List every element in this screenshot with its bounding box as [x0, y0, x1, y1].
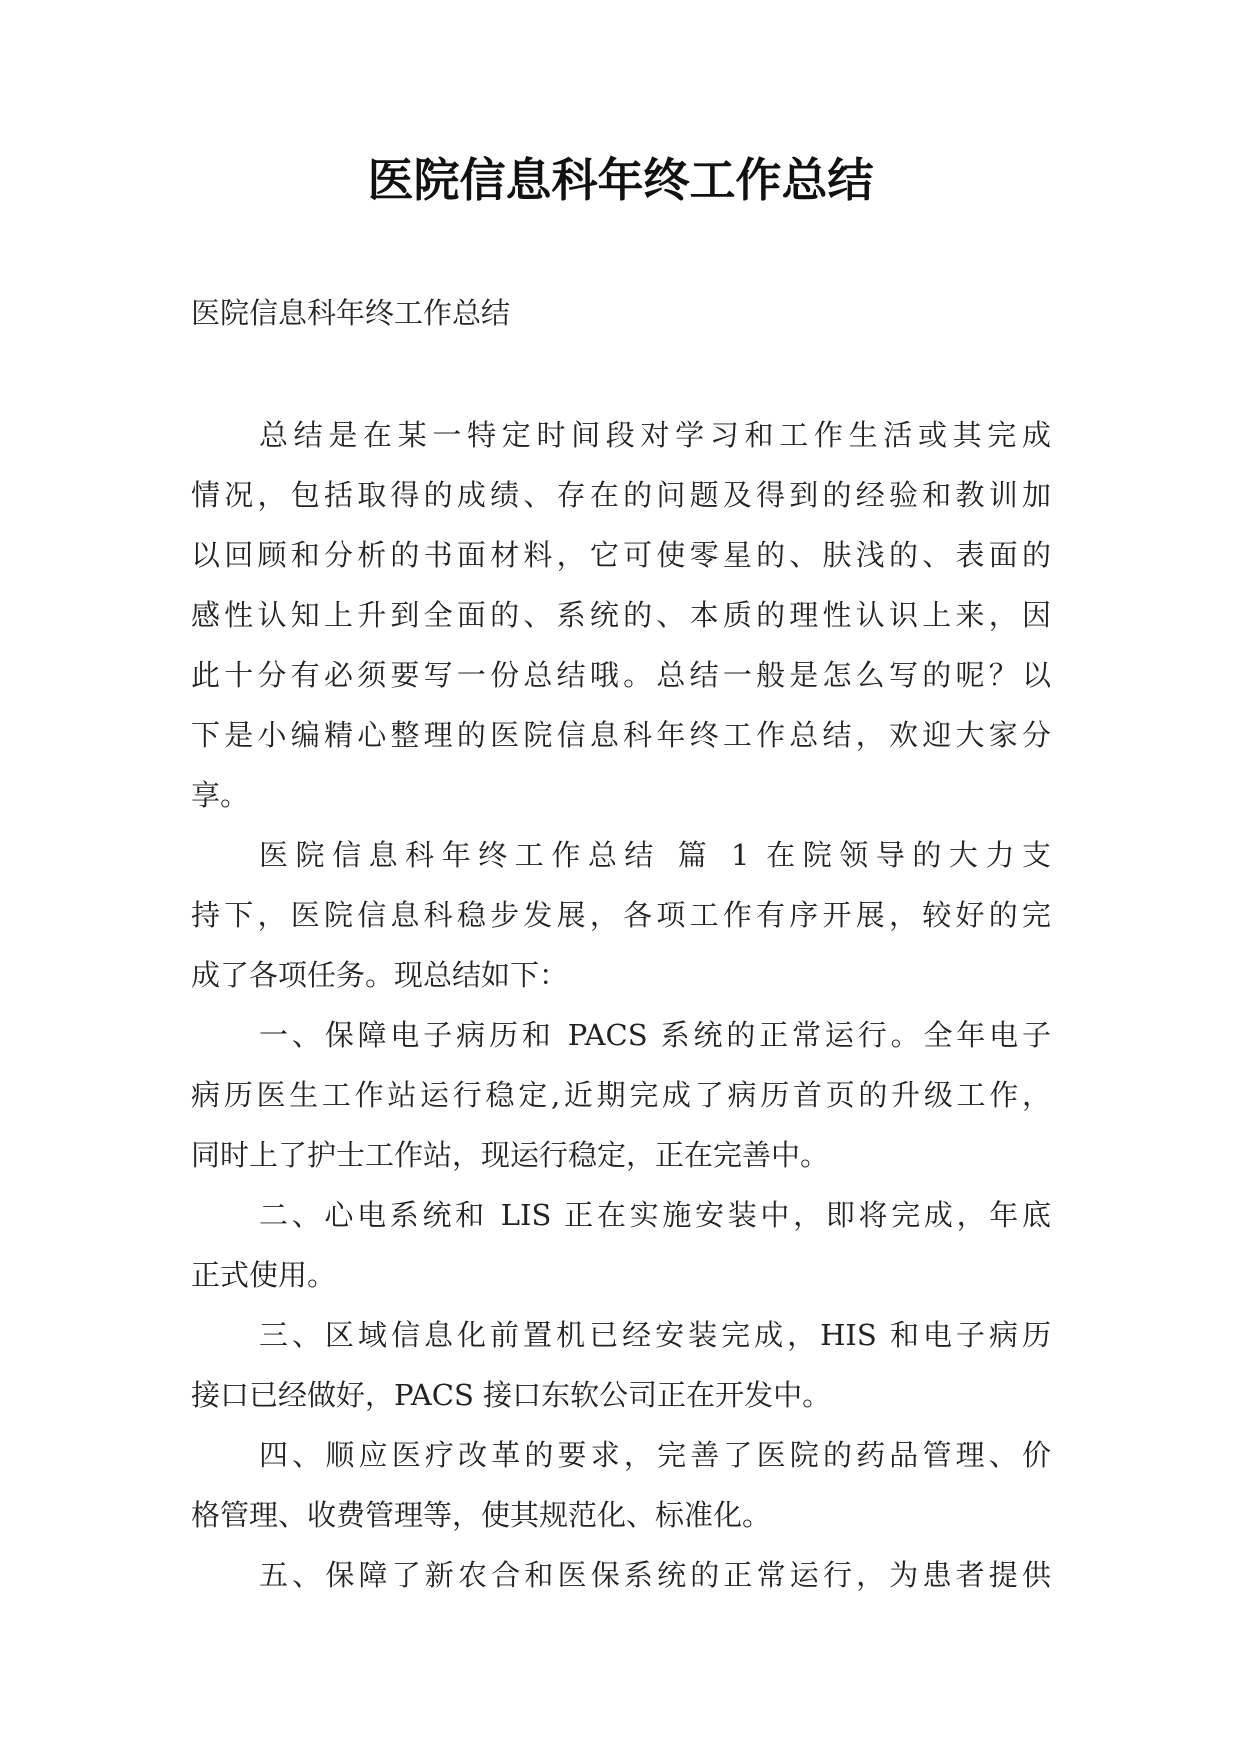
body-text-line: 情况，包括取得的成绩、存在的问题及得到的经验和教训加: [191, 478, 1051, 512]
document-body: [191, 405, 1051, 1605]
body-text-line: 病历医生工作站运行稳定,近期完成了病历首页的升级工作，: [191, 1078, 1051, 1112]
body-text-line: 格管理、收费管理等，使其规范化、标准化。: [191, 1498, 772, 1532]
document-subtitle: 医院信息科年终工作总结: [191, 296, 511, 330]
body-text-line: 成了各项任务。现总结如下：: [191, 958, 569, 992]
body-text-line: 一、保障电子病历和 PACS 系统的正常运行。全年电子: [259, 1018, 1051, 1052]
body-text-line: 享。: [191, 778, 250, 812]
body-text-line: 感性认知上升到全面的、系统的、本质的理性认识上来，因: [191, 598, 1051, 632]
body-text-line: 接口已经做好，PACS 接口东软公司正在开发中。: [191, 1378, 832, 1412]
body-text-line: 正式使用。: [191, 1258, 337, 1292]
body-text-line: 医院信息科年终工作总结 篇 1 在院领导的大力支: [259, 838, 1051, 872]
body-text-line: 五、保障了新农合和医保系统的正常运行，为患者提供: [259, 1558, 1051, 1592]
body-text-line: 同时上了护士工作站，现运行稳定，正在完善中。: [191, 1138, 830, 1172]
body-text-line: 总结是在某一特定时间段对学习和工作生活或其完成: [259, 418, 1051, 452]
body-text-line: 三、区域信息化前置机已经安装完成，HIS 和电子病历: [259, 1318, 1051, 1352]
body-text-line: 四、顺应医疗改革的要求，完善了医院的药品管理、价: [259, 1438, 1051, 1472]
body-text-line: 以回顾和分析的书面材料，它可使零星的、肤浅的、表面的: [191, 538, 1051, 572]
body-text-line: 持下，医院信息科稳步发展，各项工作有序开展，较好的完: [191, 898, 1051, 932]
body-text-line: 下是小编精心整理的医院信息科年终工作总结，欢迎大家分: [191, 718, 1051, 752]
document-title: 医院信息科年终工作总结: [367, 153, 874, 207]
body-text-line: 二、心电系统和 LIS 正在实施安装中，即将完成，年底: [259, 1198, 1051, 1232]
body-text-line: 此十分有必须要写一份总结哦。总结一般是怎么写的呢？以: [191, 658, 1051, 692]
